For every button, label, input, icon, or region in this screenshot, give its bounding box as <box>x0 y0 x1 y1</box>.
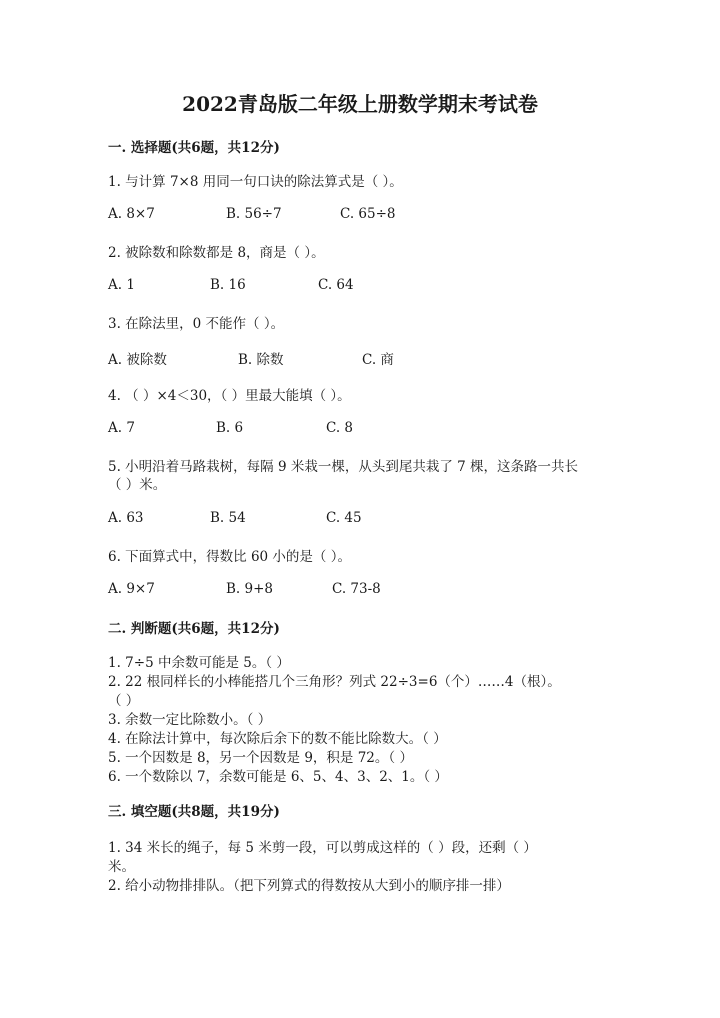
judge-line-3: 3. 余数一定比除数小。（ ） <box>108 712 272 728</box>
judge-line-5: 5. 一个因数是 8，另一个因数是 9，积是 72。（ ） <box>108 750 413 766</box>
question-4: 4. （ ）×4＜30，（ ）里最大能填（ ）。 <box>108 388 351 404</box>
q4-option-b: B. 6 <box>216 420 244 436</box>
question-3: 3. 在除法里，0 不能作（ ）。 <box>108 316 285 332</box>
question-5-line-2: （ ）米。 <box>108 477 167 493</box>
page-title: 2022青岛版二年级上册数学期末考试卷 <box>182 92 538 116</box>
fill-line-2: 2. 给小动物排排队。（把下列算式的得数按从大到小的顺序排一排） <box>108 878 510 894</box>
question-6: 6. 下面算式中，得数比 60 小的是（ ）。 <box>108 549 351 565</box>
judge-line-2: 2. 22 根同样长的小棒能搭几个三角形？列式 22÷3=6（个）……4（根）。 <box>108 674 561 690</box>
q1-option-b: B. 56÷7 <box>226 206 282 222</box>
section-heading-choice: 一. 选择题(共6题，共12分) <box>108 140 280 156</box>
q4-option-c: C. 8 <box>326 420 354 436</box>
q2-option-c: C. 64 <box>318 277 354 293</box>
q2-option-b: B. 16 <box>210 277 246 293</box>
fill-line-1-cont: 米。 <box>108 859 135 875</box>
question-2: 2. 被除数和除数都是 8，商是（ ）。 <box>108 245 325 261</box>
q5-option-a: A. 63 <box>108 510 144 526</box>
q3-option-a: A. 被除数 <box>108 352 167 368</box>
q5-option-c: C. 45 <box>326 510 362 526</box>
q1-option-a: A. 8×7 <box>108 206 155 222</box>
question-5-line-1: 5. 小明沿着马路栽树，每隔 9 米栽一棵，从头到尾共栽了 7 棵，这条路一共长 <box>108 459 579 475</box>
q6-option-a: A. 9×7 <box>108 581 155 597</box>
q1-option-c: C. 65÷8 <box>340 206 396 222</box>
fill-line-1: 1. 34 米长的绳子，每 5 米剪一段，可以剪成这样的（ ）段，还剩（ ） <box>108 840 537 856</box>
q3-option-b: B. 除数 <box>238 352 284 368</box>
judge-line-2-cont: （ ） <box>108 693 140 709</box>
section-heading-judge: 二. 判断题(共6题，共12分) <box>108 621 280 637</box>
judge-line-6: 6. 一个数除以 7，余数可能是 6、5、4、3、2、1。（ ） <box>108 769 448 785</box>
q5-option-b: B. 54 <box>210 510 246 526</box>
judge-line-1: 1. 7÷5 中余数可能是 5。（ ） <box>108 655 290 671</box>
q6-option-b: B. 9+8 <box>226 581 273 597</box>
section-heading-fill: 三. 填空题(共8题，共19分) <box>108 804 280 820</box>
question-1: 1. 与计算 7×8 用同一句口诀的除法算式是（ ）。 <box>108 174 403 190</box>
q3-option-c: C. 商 <box>362 352 394 368</box>
judge-line-4: 4. 在除法计算中，每次除后余下的数不能比除数大。（ ） <box>108 731 447 747</box>
q2-option-a: A. 1 <box>108 277 135 293</box>
q4-option-a: A. 7 <box>108 420 135 436</box>
q6-option-c: C. 73-8 <box>332 581 381 597</box>
